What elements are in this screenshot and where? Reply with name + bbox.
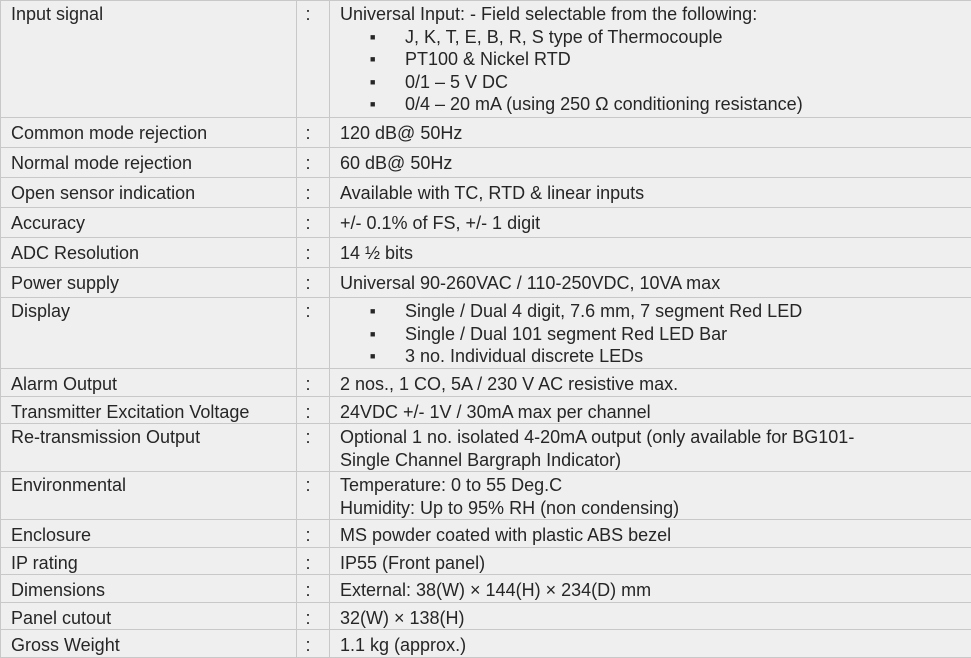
spec-value — [330, 148, 971, 178]
spec-parameter: IP rating — [1, 547, 297, 575]
spec-separator: : — [297, 369, 330, 397]
spec-parameter: Dimensions — [1, 575, 297, 603]
spec-bullet-item — [340, 323, 967, 346]
spec-bullet-item — [340, 300, 967, 323]
spec-parameter: Enclosure — [1, 520, 297, 548]
spec-parameter: Common mode rejection — [1, 118, 297, 148]
spec-separator: : — [297, 396, 330, 424]
spec-parameter: Accuracy — [1, 208, 297, 238]
spec-value-line: External: 38(W) × 144(H) × 234(D) mm — [340, 579, 967, 602]
spec-value-line: Temperature: 0 to 55 Deg.C — [340, 474, 967, 497]
spec-value-line: 14 ½ bits — [340, 242, 967, 265]
spec-separator: : — [297, 520, 330, 548]
square-bullet-icon: ■ — [370, 26, 405, 49]
spec-parameter: Gross Weight — [1, 630, 297, 658]
spec-value — [330, 268, 971, 298]
spec-value-line: Universal 90-260VAC / 110-250VDC, 10VA max — [340, 272, 967, 295]
spec-value — [330, 118, 971, 148]
spec-separator: : — [297, 424, 330, 472]
spec-value — [330, 238, 971, 268]
spec-separator: : — [297, 268, 330, 298]
spec-bullet-text: 3 no. Individual discrete LEDs — [405, 346, 643, 366]
square-bullet-icon: ■ — [370, 93, 405, 116]
spec-bullet-item — [340, 345, 967, 368]
spec-row — [1, 602, 971, 630]
spec-row — [1, 396, 971, 424]
spec-row — [1, 575, 971, 603]
spec-bullet-text: J, K, T, E, B, R, S type of Thermocouple — [405, 27, 722, 47]
spec-bullet-item — [340, 93, 967, 116]
spec-value — [330, 396, 971, 424]
spec-parameter: Open sensor indication — [1, 178, 297, 208]
spec-value — [330, 520, 971, 548]
spec-bullet-item — [340, 26, 967, 49]
spec-value-line: IP55 (Front panel) — [340, 552, 967, 575]
spec-bullet-item — [340, 71, 967, 94]
spec-row — [1, 520, 971, 548]
spec-value — [330, 208, 971, 238]
spec-value-line: +/- 0.1% of FS, +/- 1 digit — [340, 212, 967, 235]
spec-separator: : — [297, 208, 330, 238]
spec-separator: : — [297, 472, 330, 520]
spec-value-line: 1.1 kg (approx.) — [340, 634, 967, 657]
spec-value — [330, 178, 971, 208]
spec-parameter: Environmental — [1, 472, 297, 520]
spec-value — [330, 424, 971, 472]
spec-value — [330, 602, 971, 630]
spec-row — [1, 178, 971, 208]
spec-parameter: Transmitter Excitation Voltage — [1, 396, 297, 424]
spec-separator: : — [297, 575, 330, 603]
spec-parameter: Alarm Output — [1, 369, 297, 397]
spec-separator: : — [297, 298, 330, 369]
specifications-table-body — [1, 1, 971, 658]
spec-value — [330, 369, 971, 397]
spec-value-line: Optional 1 no. isolated 4-20mA output (only available for BG101- — [340, 426, 967, 449]
spec-value-line: 32(W) × 138(H) — [340, 607, 967, 630]
spec-parameter: Panel cutout — [1, 602, 297, 630]
spec-bullet-text: PT100 & Nickel RTD — [405, 49, 571, 69]
square-bullet-icon: ■ — [370, 345, 405, 368]
spec-separator: : — [297, 547, 330, 575]
spec-row — [1, 424, 971, 472]
spec-row — [1, 547, 971, 575]
spec-parameter: Re-transmission Output — [1, 424, 297, 472]
spec-value-line: 60 dB@ 50Hz — [340, 152, 967, 175]
square-bullet-icon: ■ — [370, 323, 405, 346]
spec-row — [1, 1, 971, 118]
spec-row — [1, 298, 971, 369]
spec-separator: : — [297, 238, 330, 268]
spec-value — [330, 575, 971, 603]
spec-parameter: ADC Resolution — [1, 238, 297, 268]
spec-value — [330, 472, 971, 520]
spec-parameter: Display — [1, 298, 297, 369]
spec-bullet-text: Single / Dual 4 digit, 7.6 mm, 7 segment Red LED — [405, 301, 802, 321]
spec-separator: : — [297, 118, 330, 148]
spec-value-line: 120 dB@ 50Hz — [340, 122, 967, 145]
spec-separator: : — [297, 1, 330, 118]
spec-value-line: Universal Input: - Field selectable from the following: — [340, 3, 967, 26]
spec-bullet-text: 0/1 – 5 V DC — [405, 72, 508, 92]
spec-value-line: Humidity: Up to 95% RH (non condensing) — [340, 497, 967, 520]
spec-bullet-item — [340, 48, 967, 71]
spec-row — [1, 208, 971, 238]
spec-bullet-text: 0/4 – 20 mA (using 250 Ω conditioning resistance) — [405, 94, 803, 114]
spec-value — [330, 547, 971, 575]
spec-value-line: 2 nos., 1 CO, 5A / 230 V AC resistive max. — [340, 373, 967, 396]
spec-separator: : — [297, 630, 330, 658]
spec-parameter: Input signal — [1, 1, 297, 118]
spec-row — [1, 630, 971, 658]
spec-value-line: MS powder coated with plastic ABS bezel — [340, 524, 967, 547]
spec-row — [1, 238, 971, 268]
spec-row — [1, 369, 971, 397]
spec-row — [1, 118, 971, 148]
square-bullet-icon: ■ — [370, 300, 405, 323]
spec-row — [1, 268, 971, 298]
spec-separator: : — [297, 148, 330, 178]
spec-parameter: Normal mode rejection — [1, 148, 297, 178]
spec-row — [1, 472, 971, 520]
spec-value — [330, 298, 971, 369]
square-bullet-icon: ■ — [370, 71, 405, 94]
spec-parameter: Power supply — [1, 268, 297, 298]
spec-bullet-text: Single / Dual 101 segment Red LED Bar — [405, 324, 727, 344]
spec-value-line: 24VDC +/- 1V / 30mA max per channel — [340, 401, 967, 424]
spec-separator: : — [297, 602, 330, 630]
square-bullet-icon: ■ — [370, 48, 405, 71]
spec-row — [1, 148, 971, 178]
spec-value — [330, 630, 971, 658]
spec-separator: : — [297, 178, 330, 208]
spec-value — [330, 1, 971, 118]
spec-value-line: Single Channel Bargraph Indicator) — [340, 449, 967, 472]
spec-value-line: Available with TC, RTD & linear inputs — [340, 182, 967, 205]
